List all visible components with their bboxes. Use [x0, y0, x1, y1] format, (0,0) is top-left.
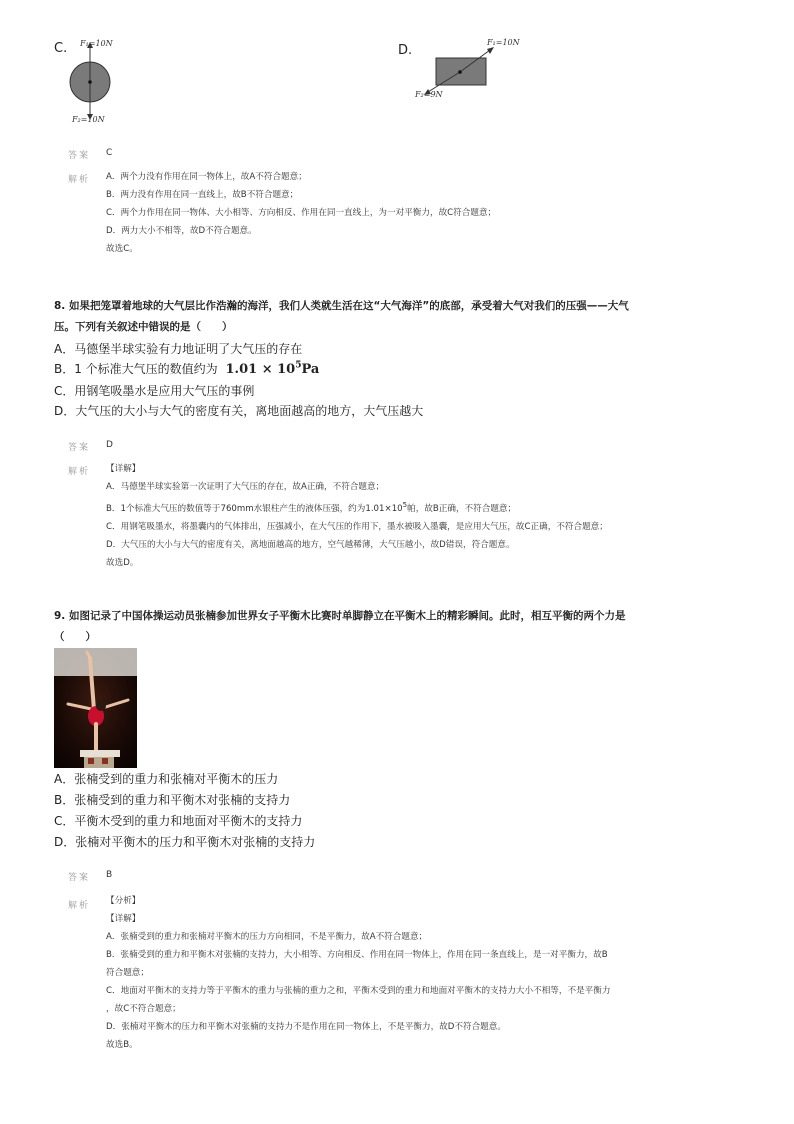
option-a[interactable]: A．张楠受到的重力和张楠对平衡木的压力	[54, 772, 279, 786]
center-point	[458, 70, 462, 74]
explanation-line: 故选D。	[106, 557, 139, 568]
explanation-line: 故选C。	[106, 244, 138, 254]
option-a[interactable]: A．马德堡半球实验有力地证明了大气压的存在	[54, 342, 303, 356]
question-8-stem	[54, 296, 744, 338]
question-9-stem	[54, 606, 744, 648]
option-d[interactable]: D．张楠对平衡木的压力和平衡木对张楠的支持力	[54, 835, 316, 849]
explanation-line: C．用钢笔吸墨水，将墨囊内的气体排出，压强减小，在大气压的作用下，墨水被吸入墨囊，是应用大气压，故C正确，不符合题意；	[106, 521, 608, 532]
answer-label: 答案	[68, 443, 91, 453]
answer-label: 答案	[68, 873, 91, 883]
explanation-line: A．马德堡半球实验第一次证明了大气压的存在，故A正确，不符合题意；	[106, 482, 385, 492]
explanation-block	[106, 892, 610, 1054]
explanation-line: ，故C不符合题意；	[106, 1004, 181, 1014]
force-arrow-upright-head	[487, 47, 494, 54]
option-c[interactable]: C．用钢笔吸墨水是应用大气压的事例	[54, 384, 255, 398]
explanation-block	[106, 460, 608, 572]
question-line: 8. 如果把笼罩着地球的大气层比作浩瀚的海洋，我们人类就生活在这“大气海洋”的底部，承受着大气对我们的压强——大气	[54, 300, 629, 312]
option-b-text: B．1 个标准大气压的数值约为	[54, 362, 218, 376]
answer-value: B	[106, 870, 113, 880]
option-b-formula: $1.01 \times 10^5Pa$	[225, 360, 320, 377]
option-d-letter: D.	[398, 43, 413, 58]
explanation-line: A．两个力没有作用在同一物体上，故A不符合题意；	[106, 172, 307, 182]
option-b[interactable]: B．张楠受到的重力和平衡木对张楠的支持力	[54, 793, 291, 807]
explanation-line: C．地面对平衡木的支持力等于平衡木的重力与张楠的重力之和，平衡木受到的重力和地面对平衡木的支持力大小不相等，不是平衡力	[106, 986, 611, 996]
figure-d-f1-label: F₁=10N	[487, 38, 520, 47]
figure-d-f2-label: F₂=9N	[415, 90, 443, 99]
explanation-line: B．两力没有作用在同一直线上，故B不符合题意；	[106, 190, 299, 200]
explanation-line: C．两个力作用在同一物体、大小相等、方向相反、作用在同一直线上，为一对平衡力，故C符合题意；	[106, 208, 497, 218]
answer-value: C	[106, 148, 113, 158]
figure-c-f2-label: F₂=10N	[72, 115, 105, 124]
detail-heading: 【详解】	[106, 914, 141, 924]
gymnast-photo	[54, 648, 137, 768]
explanation-line: 故选B。	[106, 1040, 138, 1050]
option-d[interactable]: D．大气压的大小与大气的密度有关，离地面越高的地方，大气压越大	[54, 404, 424, 418]
explanation-line: A．张楠受到的重力和张楠对平衡木的压力方向相同，不是平衡力，故A不符合题意；	[106, 932, 428, 942]
option-c[interactable]: C．平衡木受到的重力和地面对平衡木的支持力	[54, 814, 303, 828]
center-point	[88, 80, 92, 84]
question-line: （ ）	[54, 631, 96, 643]
analysis-heading: 【分析】	[106, 896, 141, 906]
explanation-line: B．张楠受到的重力和平衡木对张楠的支持力，大小相等、方向相反、作用在同一物体上，作用在同一条直线上，是一对平衡力，故B	[106, 950, 608, 960]
option-b[interactable]	[54, 360, 319, 377]
figure-c-force-diagram	[64, 36, 124, 126]
explanation-line: D．张楠对平衡木的压力和平衡木对张楠的支持力不是作用在同一物体上，不是平衡力，故D不符合题意。	[106, 1022, 506, 1032]
explanation-label: 解析	[68, 467, 91, 477]
explanation-line: D．大气压的大小与大气的密度有关，离地面越高的地方，空气越稀薄，大气压越小，故D错误，符合题意。	[106, 539, 515, 550]
detail-heading: 【详解】	[106, 464, 141, 474]
answer-value: D	[106, 440, 113, 450]
question-line: 压。下列有关叙述中错误的是（ ）	[54, 321, 233, 333]
explanation-label: 解析	[68, 901, 91, 911]
explanation-line: 符合题意；	[106, 968, 149, 978]
option-c-letter: C.	[54, 41, 68, 56]
answer-label: 答案	[68, 151, 91, 161]
question-line: 9. 如图记录了中国体操运动员张楠参加世界女子平衡木比赛时单脚静立在平衡木上的精彩瞬间。此时，相互平衡的两个力是	[54, 610, 626, 622]
figure-c-f1-label: F₁=10N	[80, 39, 113, 48]
explanation-block	[106, 168, 496, 258]
explanation-line: B．1个标准大气压的数值等于760mm水银柱产生的液体压强，约为$1.01\times 10^5$帕，故B正确，不符合题意；	[106, 501, 517, 514]
explanation-label: 解析	[68, 175, 91, 185]
explanation-line: D．两力大小不相等，故D不符合题意。	[106, 226, 257, 236]
